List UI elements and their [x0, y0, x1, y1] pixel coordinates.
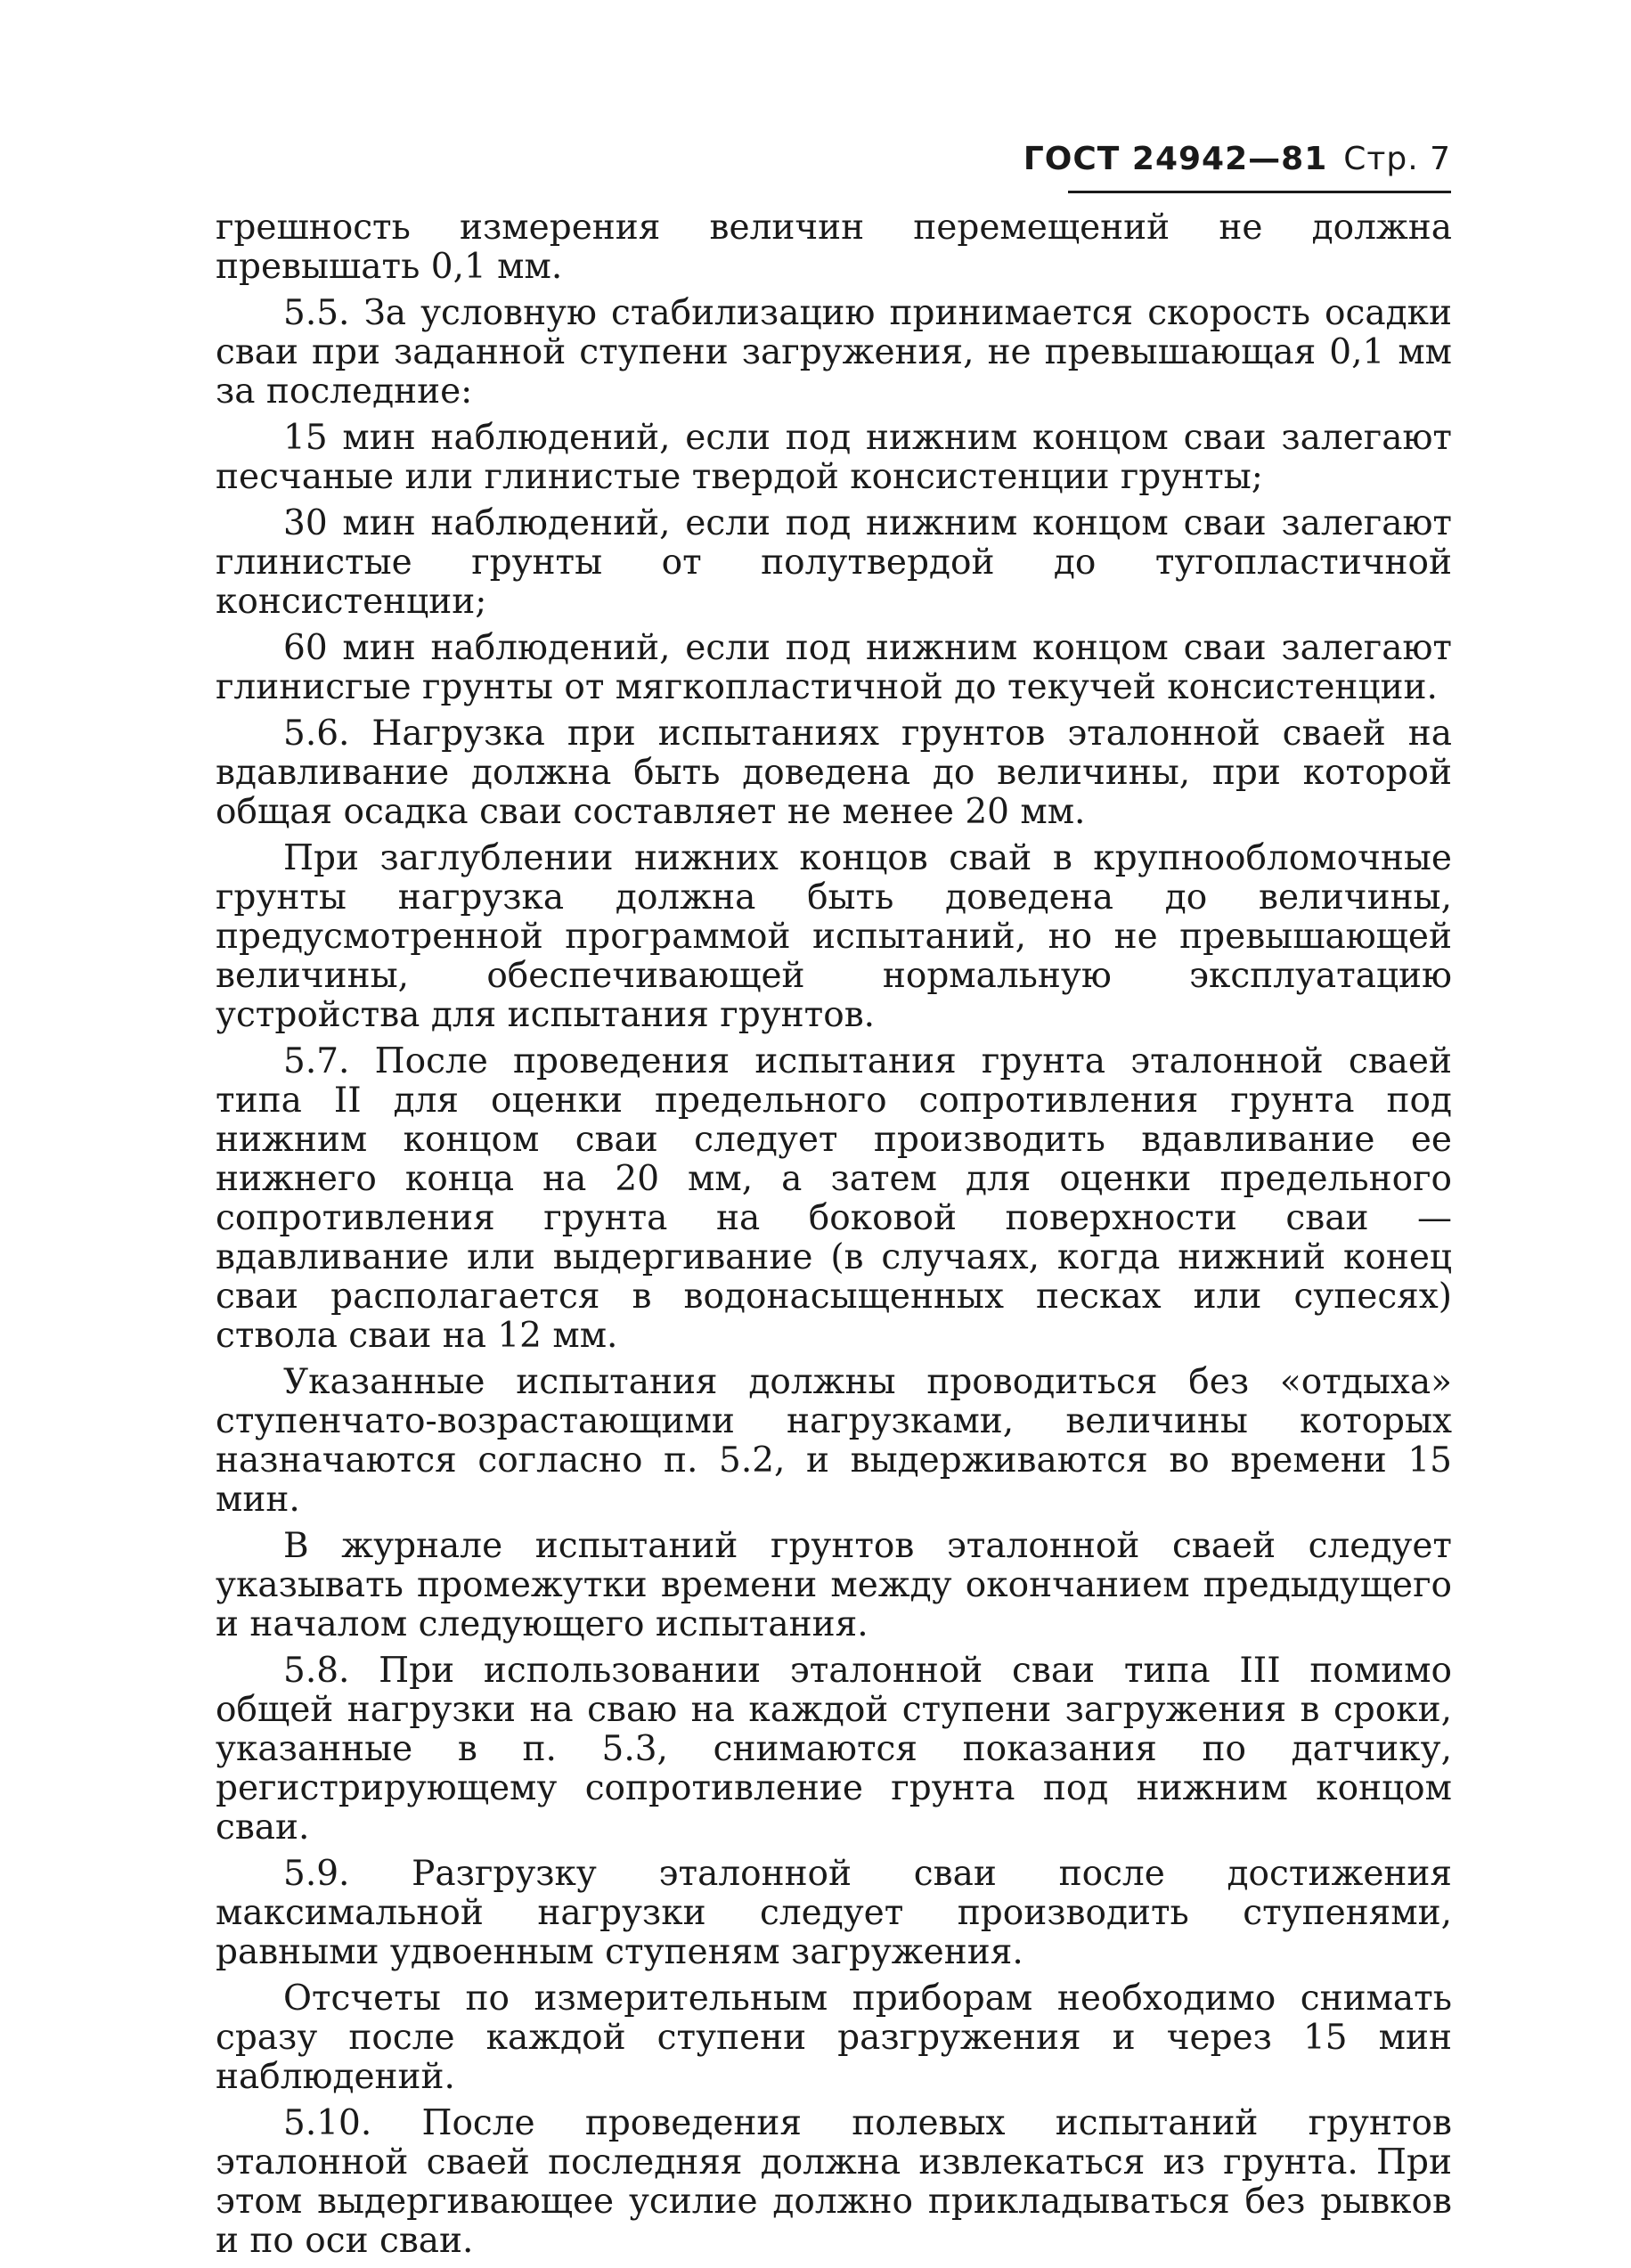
paragraph: 5.5. За условную стабилизацию принимается скорость осадки сваи при заданной ступени загружения, не превышающая 0,1 мм за последние:: [216, 293, 1452, 412]
paragraph: В журнале испытаний грунтов эталонной сваей следует указывать промежутки времени между окончанием предыдущего и началом следующего испытания.: [216, 1526, 1452, 1644]
document-body: [216, 208, 1452, 2268]
page-header: [1023, 141, 1451, 177]
header-rule: [1068, 191, 1451, 193]
paragraph: При заглублении нижних концов свай в крупнообломочные грунты нагрузка должна быть доведена до величины, предусмотренной программой испытаний, но не превышающей величины, обеспечивающей нормальную эксплуатацию устройства для испытания грунтов.: [216, 838, 1452, 1035]
page-number: Стр. 7: [1343, 141, 1451, 177]
paragraph: 5.10. После проведения полевых испытаний грунтов эталонной сваей последняя должна извлекаться из грунта. При этом выдергивающее усилие должно прикладываться без рывков и по оси сваи.: [216, 2103, 1452, 2261]
paragraph: 15 мин наблюдений, если под нижним концом сваи залегают песчаные или глинистые твердой консистенции грунты;: [216, 418, 1452, 497]
paragraph: 5.6. Нагрузка при испытаниях грунтов эталонной сваей на вдавливание должна быть доведена до величины, при которой общая осадка сваи составляет не менее 20 мм.: [216, 714, 1452, 832]
paragraph: грешность измерения величин перемещений не должна превышать 0,1 мм.: [216, 208, 1452, 287]
paragraph: 5.7. После проведения испытания грунта эталонной сваей типа II для оценки предельного сопротивления грунта под нижним концом сваи следует производить вдавливание ее нижнего конца на 20 мм, а затем для оценки предельного сопротивления грунта на боковой поверхности сваи — вдавливание или выдергивание (в случаях, когда нижний конец сваи располагается в водонасыщенных песках или супесях) ствола сваи на 12 мм.: [216, 1041, 1452, 1356]
paragraph: 5.9. Разгрузку эталонной сваи после достижения максимальной нагрузки следует производить ступенями, равными удвоенным ступеням загружения.: [216, 1854, 1452, 1972]
paragraph: Отсчеты по измерительным приборам необходимо снимать сразу после каждой ступени разгружения и через 15 мин наблюдений.: [216, 1978, 1452, 2097]
paragraph: 5.8. При использовании эталонной сваи типа III помимо общей нагрузки на сваю на каждой ступени загружения в сроки, указанные в п. 5.3, снимаются показания по датчику, регистрирующему сопротивление грунта под нижним концом сваи.: [216, 1651, 1452, 1848]
paragraph: Указанные испытания должны проводиться без «отдыха» ступенчато-возрастающими нагрузками, величины которых назначаются согласно п. 5.2, и выдерживаются во времени 15 мин.: [216, 1362, 1452, 1520]
paragraph: 30 мин наблюдений, если под нижним концом сваи залегают глинистые грунты от полутвердой до тугопластичной консистенции;: [216, 503, 1452, 622]
paragraph: 60 мин наблюдений, если под нижним концом сваи залегают глинисгые грунты от мягкопластичной до текучей консистенции.: [216, 628, 1452, 707]
standard-number: ГОСТ 24942—81: [1023, 141, 1328, 177]
